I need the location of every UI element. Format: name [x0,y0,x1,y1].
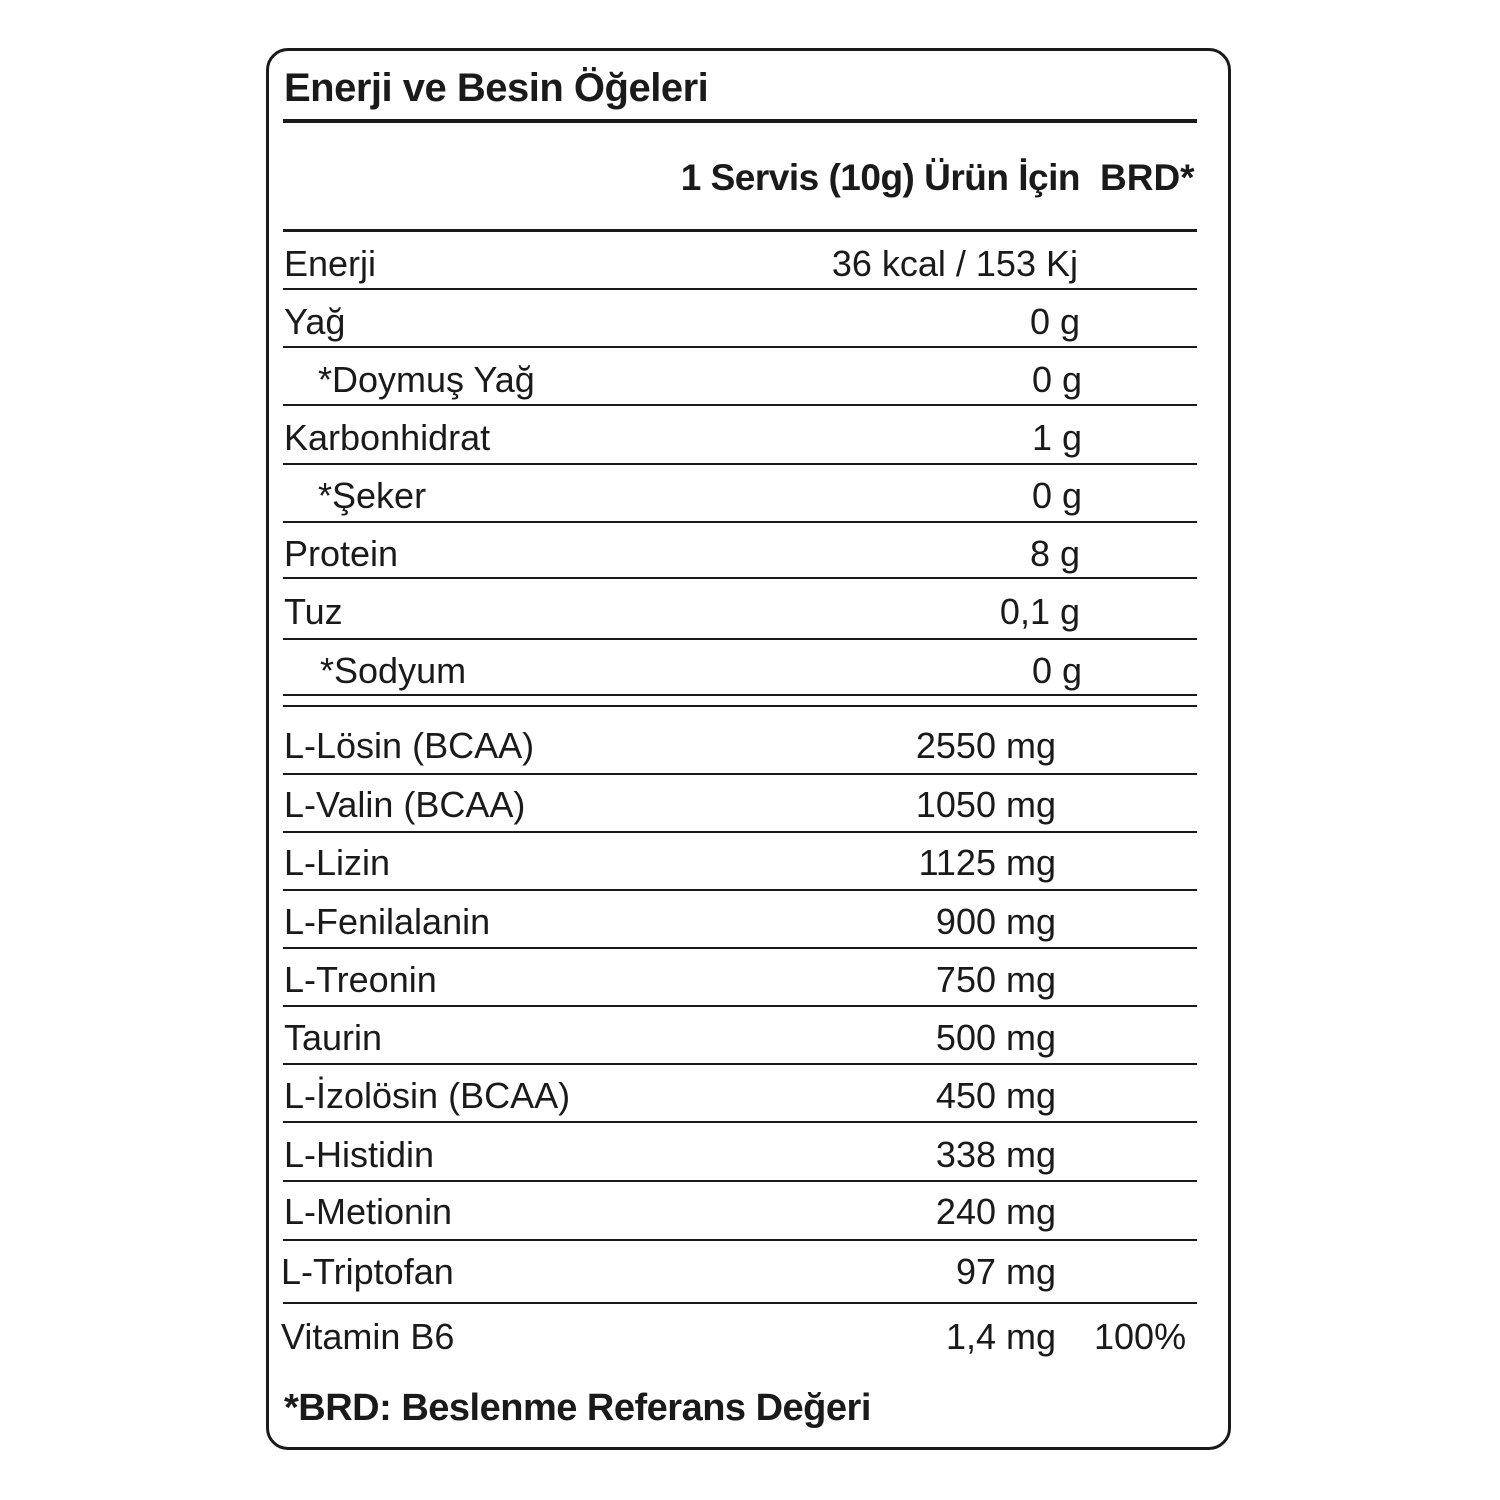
row-divider [283,773,1197,775]
nutrient-value: 0,1 g [999,591,1080,632]
row-divider [283,1239,1197,1241]
header-brd: BRD* [1100,157,1195,198]
nutrient-label: L-Metionin [284,1191,453,1232]
nutrient-value: 2550 mg [915,725,1056,766]
nutrient-brd: 100% [1094,1316,1187,1357]
nutrient-value: 338 mg [935,1134,1056,1175]
panel-title: Enerji ve Besin Öğeleri [284,66,709,110]
nutrient-label: L-Triptofan [281,1251,454,1292]
nutrient-label: Tuz [284,591,343,632]
nutrient-value: 0 g [1031,475,1082,516]
row-divider [283,638,1197,640]
nutrient-value: 0 g [1029,301,1080,342]
nutrient-value: 750 mg [935,959,1056,1000]
header-serving: 1 Servis (10g) Ürün İçin [680,157,1080,198]
nutrient-value: 900 mg [935,901,1056,942]
header-rule [283,229,1197,232]
nutrient-label: L-Lizin [284,842,391,883]
nutrient-label: L-Fenilalanin [284,901,491,942]
row-divider [283,831,1197,833]
nutrient-label: L-İzolösin (BCAA) [284,1075,571,1116]
row-divider [283,1180,1197,1182]
row-divider [283,577,1197,579]
nutrient-label: Yağ [284,301,346,342]
section-divider [283,705,1197,707]
nutrient-label: *Sodyum [320,650,467,691]
row-divider [283,1005,1197,1007]
nutrient-value: 36 kcal / 153 Kj [831,243,1078,284]
nutrient-label: Karbonhidrat [284,417,491,458]
nutrient-value: 97 mg [955,1251,1056,1292]
nutrient-value: 500 mg [935,1017,1056,1058]
nutrient-value: 1050 mg [915,784,1056,825]
nutrient-value: 8 g [1029,533,1080,574]
nutrient-label: *Şeker [318,475,427,516]
row-divider [283,694,1197,696]
nutrient-label: L-Histidin [284,1134,435,1175]
nutrient-value: 240 mg [935,1191,1056,1232]
footnote: *BRD: Beslenme Referans Değeri [284,1387,871,1429]
nutrient-label: L-Valin (BCAA) [284,784,526,825]
nutrient-label: *Doymuş Yağ [318,359,535,400]
nutrient-label: L-Lösin (BCAA) [284,725,535,766]
row-divider [283,346,1197,348]
nutrient-label: Enerji [284,243,377,284]
row-divider [283,288,1197,290]
nutrient-label: Vitamin B6 [281,1316,455,1357]
row-divider [283,521,1197,523]
row-divider [283,947,1197,949]
nutrient-value: 0 g [1031,650,1082,691]
title-rule [283,119,1197,123]
row-divider [283,463,1197,465]
row-divider [283,1302,1197,1304]
nutrient-label: Taurin [284,1017,383,1058]
nutrient-label: Protein [284,533,399,574]
nutrient-value: 1 g [1031,417,1082,458]
row-divider [283,889,1197,891]
row-divider [283,404,1197,406]
row-divider [283,1063,1197,1065]
nutrient-value: 1,4 mg [945,1316,1056,1357]
nutrient-value: 450 mg [935,1075,1056,1116]
row-divider [283,1121,1197,1123]
nutrient-label: L-Treonin [284,959,437,1000]
nutrient-value: 0 g [1031,359,1082,400]
nutrient-value: 1125 mg [918,842,1056,883]
